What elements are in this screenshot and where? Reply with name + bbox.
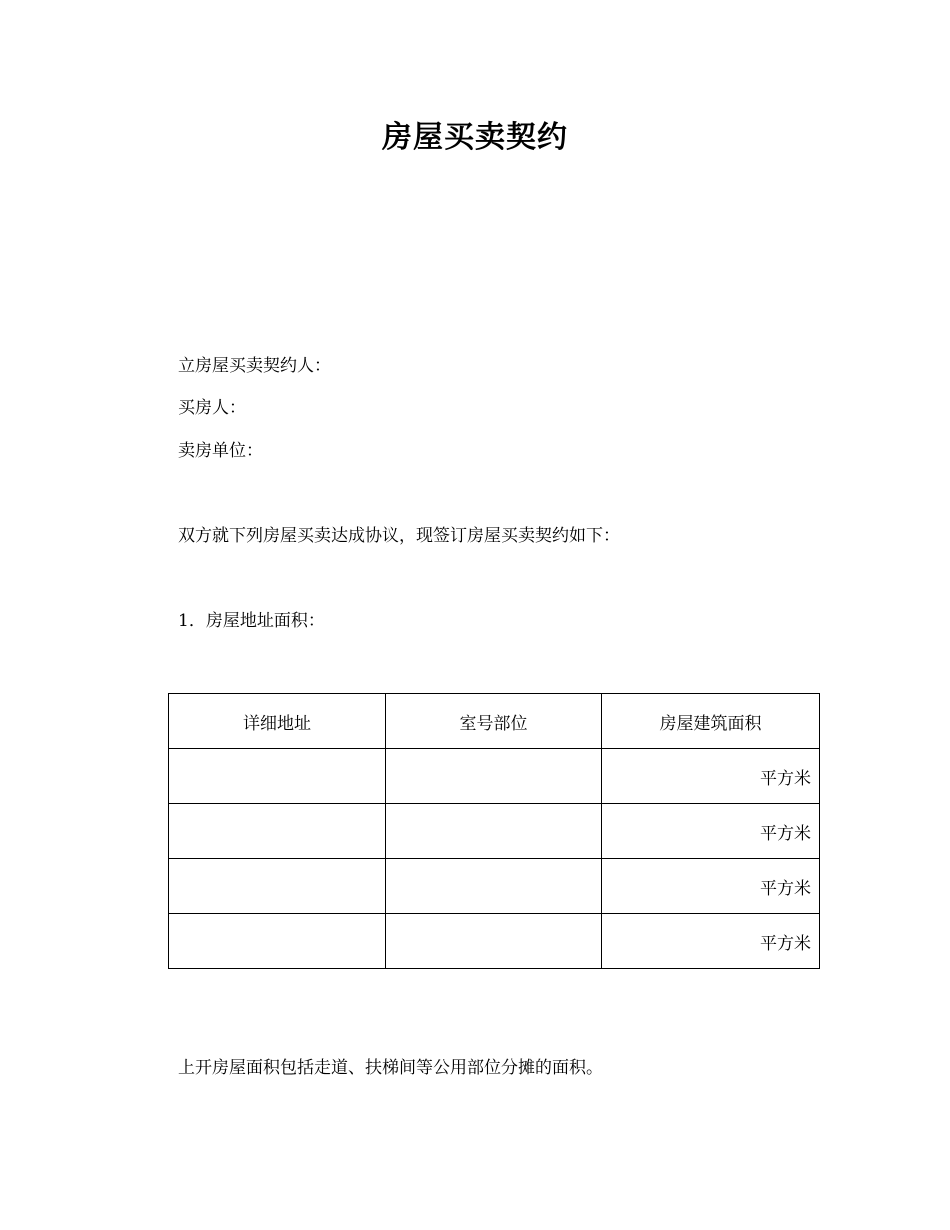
address-cell — [169, 859, 386, 914]
room-cell — [386, 859, 602, 914]
buyer-line: 买房人： — [178, 398, 246, 418]
header-building-area: 房屋建筑面积 — [602, 694, 820, 749]
header-address: 详细地址 — [169, 694, 386, 749]
contract-party-line: 立房屋买卖契约人： — [178, 356, 331, 376]
area-cell: 平方米 — [602, 914, 820, 969]
intro-paragraph: 双方就下列房屋买卖达成协议，现签订房屋买卖契约如下： — [178, 526, 620, 546]
table-row — [169, 804, 820, 859]
address-cell — [169, 749, 386, 804]
document-title: 房屋买卖契约 — [382, 120, 568, 155]
table-row — [169, 914, 820, 969]
address-cell — [169, 804, 386, 859]
header-room-location: 室号部位 — [386, 694, 602, 749]
area-cell: 平方米 — [602, 859, 820, 914]
room-cell — [386, 749, 602, 804]
area-note: 上开房屋面积包括走道、扶梯间等公用部位分摊的面积。 — [178, 1058, 603, 1078]
room-cell — [386, 914, 602, 969]
table-row — [169, 749, 820, 804]
section-1-heading: 1．房屋地址面积： — [178, 611, 325, 631]
seller-line: 卖房单位： — [178, 441, 263, 461]
address-cell — [169, 914, 386, 969]
room-cell — [386, 804, 602, 859]
property-area-table — [168, 693, 820, 969]
table-row — [169, 859, 820, 914]
table-header-row — [169, 694, 820, 749]
area-cell: 平方米 — [602, 749, 820, 804]
area-cell: 平方米 — [602, 804, 820, 859]
